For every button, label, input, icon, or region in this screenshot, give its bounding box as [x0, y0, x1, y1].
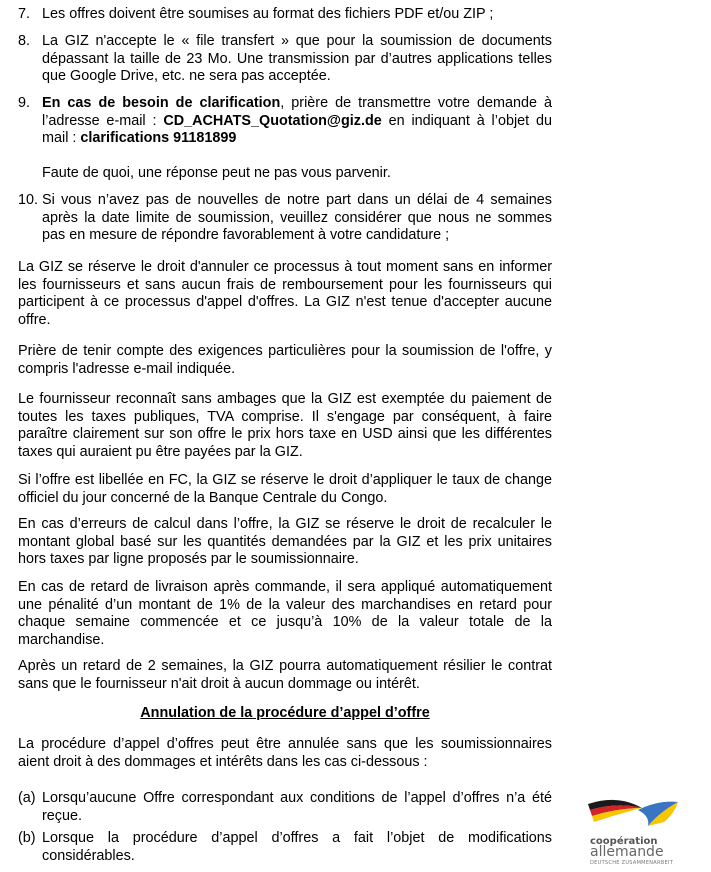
paragraph-taxes: Le fournisseur reconnaît sans ambages que la GIZ est exemptée du paiement de toutes les taxes publiques, TVA comprise. Il s'engage par conséquent, à faire paraître clairement sur son offre le prix hors taxe en USD ainsi que les différentes taxes qui auraient pu être payées par la GIZ.	[18, 391, 552, 460]
item-note: Faute de quoi, une réponse peut ne pas vous parvenir.	[42, 164, 391, 181]
email-address: CD_ACHATS_Quotation@giz.de	[163, 112, 382, 129]
item-number: 10.	[18, 192, 39, 208]
flag-swoosh-icon	[578, 796, 686, 836]
condition-label: (a)	[18, 790, 36, 806]
logo-line1: coopération	[590, 836, 658, 847]
logo-line2: allemande	[590, 844, 664, 860]
mail-subject: clarifications 91181899	[80, 130, 237, 147]
condition-a	[18, 790, 552, 825]
clarification-heading: En cas de besoin de clarification	[42, 95, 281, 111]
paragraph-exigences: Prière de tenir compte des exigences particulières pour la soumission de l'offre, y compris l'adresse e-mail indiquée.	[18, 343, 552, 377]
list-item-8	[18, 33, 552, 86]
item-number: 8.	[18, 33, 31, 49]
item-text: En cas de besoin de clarification, prière de transmettre votre demande à l’adresse e-mail : CD_ACHATS_Quotation@giz.de en indiquant à l’objet du mail : clarifications 91181899	[42, 95, 552, 147]
paragraph-resiliation: Après un retard de 2 semaines, la GIZ pourra automatiquement résilier le contrat sans que le fournisseur n'ait droit à aucun dommage ou intérêt.	[18, 658, 552, 692]
item-text: Les offres doivent être soumises au format des fichiers PDF et/ou ZIP ;	[42, 6, 494, 22]
condition-text: Lorsqu’aucune Offre correspondant aux conditions de l’appel d’offres n’a été reçue.	[42, 790, 552, 824]
item-text: La GIZ n'accepte le « file transfert » que pour la soumission de documents dépassant la taille de 23 Mo. Une transmission par d’autres applications telles que Google Drive, etc. ne sera pas acceptée.	[42, 33, 552, 85]
item-number: 9.	[18, 95, 31, 111]
paragraph-penalite: En cas de retard de livraison après commande, il sera appliqué automatiquement une pénalité d’un montant de 1% de la valeur des marchandises en retard pour chaque semaine commencée et ce jusqu’à 10% de la valeur totale de la marchandise.	[18, 579, 552, 648]
logo-line3: DEUTSCHE ZUSAMMENARBEIT	[590, 860, 674, 866]
section-title: Annulation de la procédure d’appel d’offre	[140, 705, 430, 721]
paragraph-erreurs-calcul: En cas d’erreurs de calcul dans l’offre, la GIZ se réserve le droit de recalculer le montant global basé sur les quantités demandées par la GIZ et les prix unitaires hors taxes par ligne proposés par le soumissionnaire.	[18, 516, 552, 568]
list-item-7	[18, 6, 552, 24]
condition-label: (b)	[18, 830, 36, 846]
paragraph-annulation-droit: La GIZ se réserve le droit d'annuler ce processus à tout moment sans en informer les fournisseurs et sans aucun frais de remboursement pour les fournisseurs qui participent à ce processus d'appel d'offres. La GIZ n'est tenue d'accepter aucune offre.	[18, 259, 552, 328]
list-item-9	[18, 95, 552, 182]
condition-text: Lorsque la procédure d’appel d’offres a fait l’objet de modifications considérables.	[42, 830, 552, 864]
condition-b	[18, 830, 552, 865]
cooperation-allemande-logo	[578, 796, 686, 870]
item-number: 7.	[18, 6, 31, 22]
list-item-10	[18, 192, 552, 245]
paragraph-taux-change: Si l’offre est libellée en FC, la GIZ se réserve le droit d’appliquer le taux de change officiel du jour concerné de la Banque Centrale du Congo.	[18, 472, 552, 506]
item-text: Si vous n’avez pas de nouvelles de notre part dans un délai de 4 semaines après la date limite de soumission, veuillez considérer que nous ne sommes pas en mesure de répondre favorablement à votre candidature ;	[42, 192, 552, 244]
section-intro: La procédure d’appel d’offres peut être annulée sans que les soumissionnaires aient droit à des dommages et intérêts dans les cas ci-dessous :	[18, 736, 552, 770]
